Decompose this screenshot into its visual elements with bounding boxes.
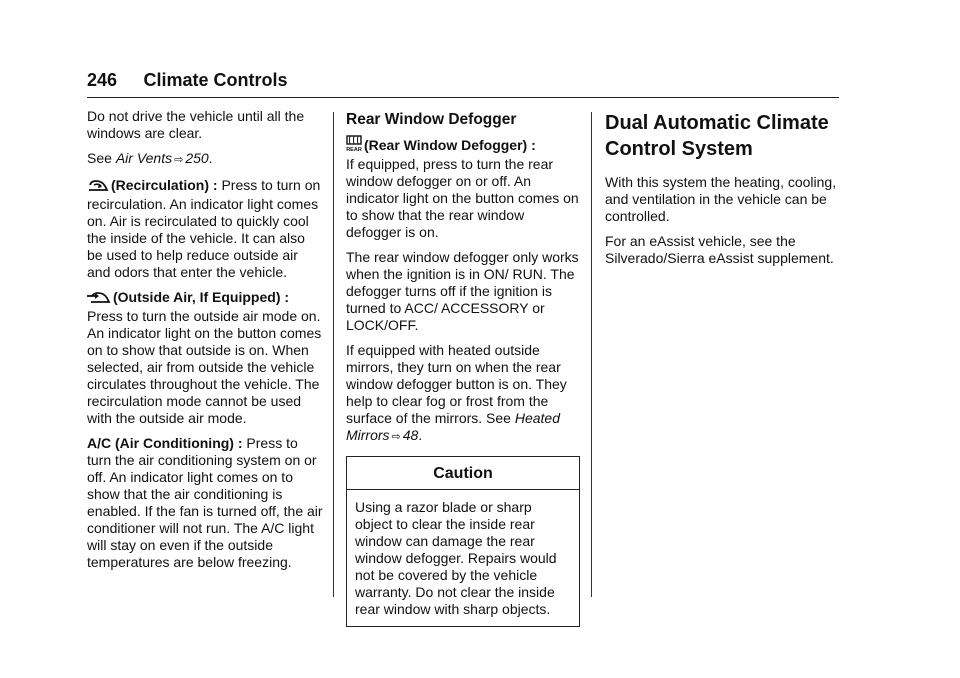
dual-climate-heading: Dual Automatic Climate Control System [605, 112, 829, 160]
paragraph: With this system the heating, cooling, and ventilation in the vehicle can be controlled. [605, 174, 837, 224]
outside-air-text: Press to turn the outside air mode on. An indicator light on the button comes on to show that outside is on. When selected, air from outside the vehicle circulates throughout the vehicle. The recirculation mode cannot be used with the outside air mode. [87, 308, 322, 426]
page-ref-arrow-icon: ⇨ [174, 154, 184, 166]
caution-box [346, 456, 580, 627]
rear-defogger-term: (Rear Window Defogger) : [364, 137, 536, 153]
page-reference[interactable]: 48 [402, 427, 419, 443]
page-ref-arrow-icon: ⇨ [391, 431, 401, 443]
page-number: 246 [87, 70, 118, 90]
recirculation-text: Press to turn on recirculation. An indicator light comes on. Air is recirculated to quickly cool the inside of the vehicle. It can also be used to help reduce outside air and odors that enter the vehicle. [87, 177, 321, 280]
caution-title: Caution [347, 457, 579, 490]
column-divider [591, 112, 592, 597]
paragraph: The rear window defogger only works when the ignition is in ON/ RUN. The defogger turns off if the ignition is turned to ACC/ ACCESSORY or LOCK/OFF. [346, 249, 579, 333]
air-vents-link[interactable]: Air Vents [115, 150, 173, 166]
column-divider [333, 112, 334, 597]
rear-defogger-heading: Rear Window Defogger [346, 111, 517, 128]
punctuation: . [418, 427, 423, 443]
column-1 [87, 108, 323, 579]
recirculation-icon [87, 179, 109, 196]
see-reference [87, 150, 323, 169]
column-3 [605, 110, 841, 275]
header-rule [87, 97, 839, 98]
punctuation: . [208, 150, 213, 166]
column-2 [346, 110, 580, 627]
ac-text: Press to turn the air conditioning system on or off. An indicator light comes on to show that the air conditioning is enabled. If the fan is turned off, the air conditioner will not run. The A/C light will stay on even if the outside temperatures are below freezing. [87, 435, 323, 570]
page-header [87, 70, 839, 91]
rear-defogger-text: If equipped, press to turn the rear window defogger on or off. An indicator light on the button comes on to show that the rear window defogger is on. [346, 156, 579, 240]
section-title: Climate Controls [143, 70, 288, 90]
caution-text: Using a razor blade or sharp object to clear the inside rear window can damage the rear window defogger. Repairs would not be covered by the vehicle warranty. Do not clear the inside rear window with sharp objects. [355, 499, 557, 617]
recirculation-term: (Recirculation) : [111, 177, 218, 193]
rear-icon-label: REAR [346, 147, 362, 152]
ac-entry [87, 435, 323, 571]
paragraph: For an eAssist vehicle, see the Silverado/Sierra eAssist supplement. [605, 233, 834, 266]
ac-term: A/C (Air Conditioning) : [87, 435, 243, 451]
paragraph: Do not drive the vehicle until all the windows are clear. [87, 108, 305, 141]
outside-air-term: (Outside Air, If Equipped) : [113, 289, 290, 305]
page-reference[interactable]: 250 [185, 150, 209, 166]
recirculation-entry [87, 177, 323, 281]
outside-air-entry [87, 289, 323, 427]
rear-defogger-entry [346, 135, 580, 241]
rear-defogger-icon [346, 135, 362, 156]
paragraph-text: If equipped with heated outside mirrors, they turn on when the rear window defogger button is on. They help to clear fog or frost from the surface of the mirrors. See [346, 342, 567, 426]
see-prefix: See [87, 150, 112, 166]
heated-mirrors-paragraph [346, 342, 580, 446]
heated-mirrors-link[interactable]: Heated Mirrors [346, 410, 560, 443]
outside-air-icon [87, 291, 111, 308]
